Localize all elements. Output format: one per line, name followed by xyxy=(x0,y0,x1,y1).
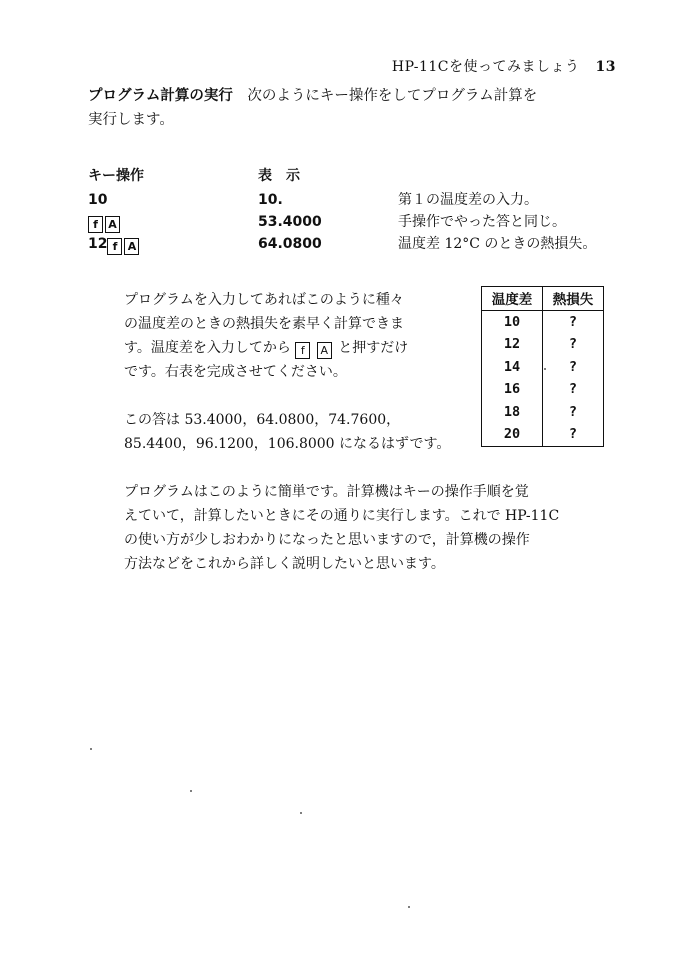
explanation-line1: プログラムを入力してあればこのように種々 xyxy=(124,292,404,308)
page-number: 13 xyxy=(595,59,616,75)
table-row: 20 ? xyxy=(482,423,604,446)
key-row-2-note: 温度差 12°C のときの熱損失。 xyxy=(398,236,597,252)
key-row-2-display: 64.0800 xyxy=(258,236,322,252)
intro-line2: 実行します。 xyxy=(88,112,174,128)
explanation-line2: の温度差のときの熱損失を素早く計算できま xyxy=(124,316,404,332)
explanation-line6: 85.4400，96.1200，106.8000 になるはずです。 xyxy=(124,436,451,452)
key-row-0-display: 10. xyxy=(258,192,283,208)
scan-speck xyxy=(300,812,302,814)
scan-speck xyxy=(408,906,410,908)
f-key-icon: f xyxy=(295,342,310,359)
scan-speck xyxy=(544,368,546,370)
key-row-1-note: 手操作でやった答と同じ。 xyxy=(398,214,566,230)
key-row-1-display: 53.4000 xyxy=(258,214,322,230)
a-key-icon: A xyxy=(317,342,332,359)
section-heading: プログラム計算の実行 xyxy=(88,88,233,104)
table-header-row xyxy=(482,287,604,311)
header-temp-diff: 温度差 xyxy=(482,287,543,311)
key-row-1-key xyxy=(88,210,122,234)
col-display-header: 表 示 xyxy=(258,168,300,184)
closing-line3: の使い方が少しおわかりになったと思いますので，計算機の操作 xyxy=(124,532,530,548)
table-row: 16 ? xyxy=(482,378,604,401)
key-row-2-key: 12 f A xyxy=(88,232,141,256)
key-row-0-note: 第１の温度差の入力。 xyxy=(398,192,538,208)
closing-line1: プログラムはこのように簡単です。計算機はキーの操作手順を覚 xyxy=(124,484,529,500)
closing-paragraph xyxy=(124,480,559,576)
intro-line1: 次のようにキー操作をしてプログラム計算を xyxy=(247,88,538,104)
a-key-icon: A xyxy=(124,238,139,255)
scan-speck xyxy=(90,748,92,750)
explanation-paragraph xyxy=(124,288,450,456)
explanation-line4: です。右表を完成させてください。 xyxy=(124,364,347,380)
f-key-icon: f xyxy=(88,216,103,233)
header-heat-loss: 熱損失 xyxy=(543,287,604,311)
running-title: HP-11Cを使ってみましょう xyxy=(391,59,580,75)
table-row: 10 ? xyxy=(482,310,604,333)
a-key-icon: A xyxy=(105,216,120,233)
table-row: 18 ? xyxy=(482,401,604,424)
explanation-line5: この答は 53.4000，64.0800，74.7600， xyxy=(124,412,401,428)
table-row: 12 ? xyxy=(482,333,604,356)
page-header xyxy=(392,56,616,76)
f-key-icon: f xyxy=(107,238,122,255)
col-key-header: キー操作 xyxy=(88,168,144,184)
scan-speck xyxy=(190,790,192,792)
key-row-0-key: 10 xyxy=(88,192,108,208)
intro-paragraph xyxy=(88,84,537,132)
closing-line4: 方法などをこれから詳しく説明したいと思います。 xyxy=(124,556,445,572)
explanation-line3: す。温度差を入力してから f A と押すだけ xyxy=(124,340,409,357)
table-row: 14 ? xyxy=(482,356,604,379)
heat-loss-table xyxy=(481,286,604,447)
closing-line2: えていて，計算したいときにその通りに実行します。これで HP-11C xyxy=(124,508,560,524)
